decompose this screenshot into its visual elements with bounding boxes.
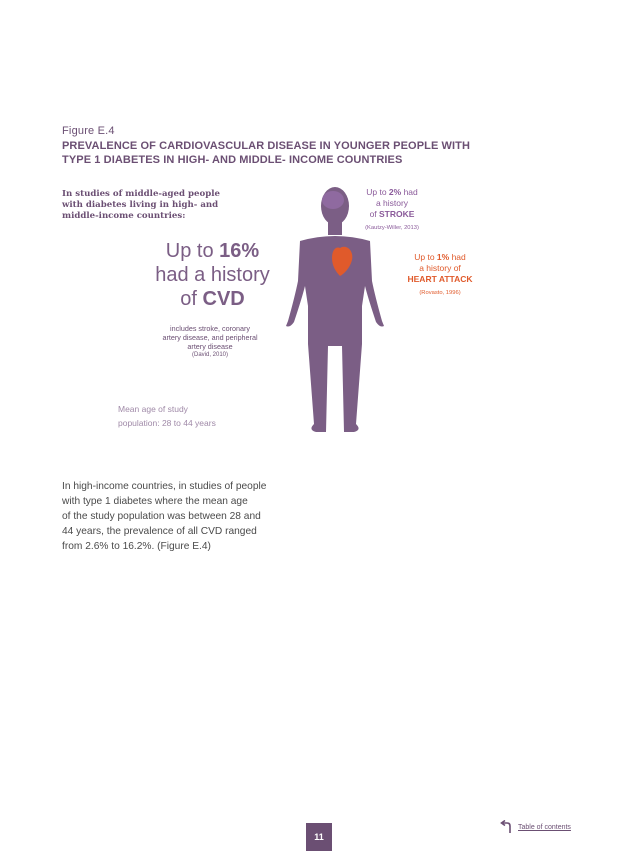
body-line-2: with type 1 diabetes where the mean age: [62, 496, 248, 507]
body-silhouette: [286, 187, 384, 432]
body-line-3: of the study population was between 28 and: [62, 511, 261, 522]
study-intro: [62, 189, 237, 222]
cvd-note: [150, 324, 270, 351]
cvd-stat-line-2: had a history: [155, 264, 270, 286]
stroke-suffix: had: [401, 187, 418, 197]
study-intro-line-1: In studies of middle-aged people: [62, 189, 220, 199]
study-intro-line-2: with diabetes living in high- and: [62, 200, 219, 210]
cvd-stat-line-3: [140, 287, 285, 311]
cvd-label: CVD: [202, 288, 245, 310]
stroke-line3-prefix: of: [369, 209, 380, 219]
study-intro-line-3: middle-income countries:: [62, 211, 186, 221]
cvd-stat: [140, 239, 285, 311]
stroke-line-3: [352, 209, 432, 220]
heart-attack-suffix: had: [449, 252, 466, 262]
heart-attack-prefix: Up to: [414, 252, 437, 262]
cvd-line3-prefix: of: [180, 288, 203, 310]
stroke-line-1: [352, 187, 432, 198]
mean-age-note: [118, 402, 258, 430]
brain-icon: [322, 191, 344, 209]
body-line-5: from 2.6% to 16.2%. (Figure E.4): [62, 541, 211, 552]
figure-title: [62, 139, 522, 167]
heart-attack-line-2: a history of: [419, 263, 461, 273]
cvd-note-line-1: includes stroke, coronary: [170, 324, 250, 333]
heart-attack-value: 1%: [436, 252, 450, 262]
human-body-figure: [280, 186, 390, 436]
table-of-contents-label[interactable]: Table of contents: [518, 823, 571, 831]
cvd-note-line-2: artery disease, and peripheral: [162, 333, 258, 342]
return-arrow-icon: [500, 820, 514, 834]
figure-label: Figure E.4: [62, 125, 115, 137]
cvd-note-line-3: artery disease: [187, 342, 233, 351]
stroke-line-2: a history: [375, 198, 409, 208]
mean-age-line-2: population: 28 to 44 years: [118, 418, 216, 428]
table-of-contents-link[interactable]: [500, 818, 571, 836]
figure-title-line-2: TYPE 1 DIABETES IN HIGH- AND MIDDLE- INCOME COUNTRIES: [62, 154, 403, 166]
stroke-citation: (Kautzy-Willer, 2013): [365, 225, 419, 231]
mean-age-line-1: Mean age of study: [118, 404, 188, 414]
cvd-stat-line-1: [140, 239, 285, 263]
heart-attack-line-1: [400, 252, 480, 263]
body-paragraph: [62, 479, 312, 554]
cvd-value: 16%: [219, 240, 260, 262]
cvd-prefix: Up to: [165, 240, 220, 262]
stroke-label: STROKE: [379, 209, 415, 219]
stroke-prefix: Up to: [366, 187, 389, 197]
heart-attack-label: HEART ATTACK: [407, 274, 473, 284]
figure-title-line-1: PREVALENCE OF CARDIOVASCULAR DISEASE IN YOUNGER PEOPLE WITH: [62, 140, 471, 152]
cvd-citation: (David, 2010): [191, 352, 229, 358]
stroke-value: 2%: [388, 187, 402, 197]
body-line-1: In high-income countries, in studies of people: [62, 481, 267, 492]
heart-attack-stat: [400, 252, 480, 285]
page-number: 11: [306, 823, 332, 851]
body-line-4: 44 years, the prevalence of all CVD ranged: [62, 526, 257, 537]
stroke-stat: [352, 187, 432, 220]
heart-attack-citation: (Rovasto, 1996): [419, 290, 461, 296]
